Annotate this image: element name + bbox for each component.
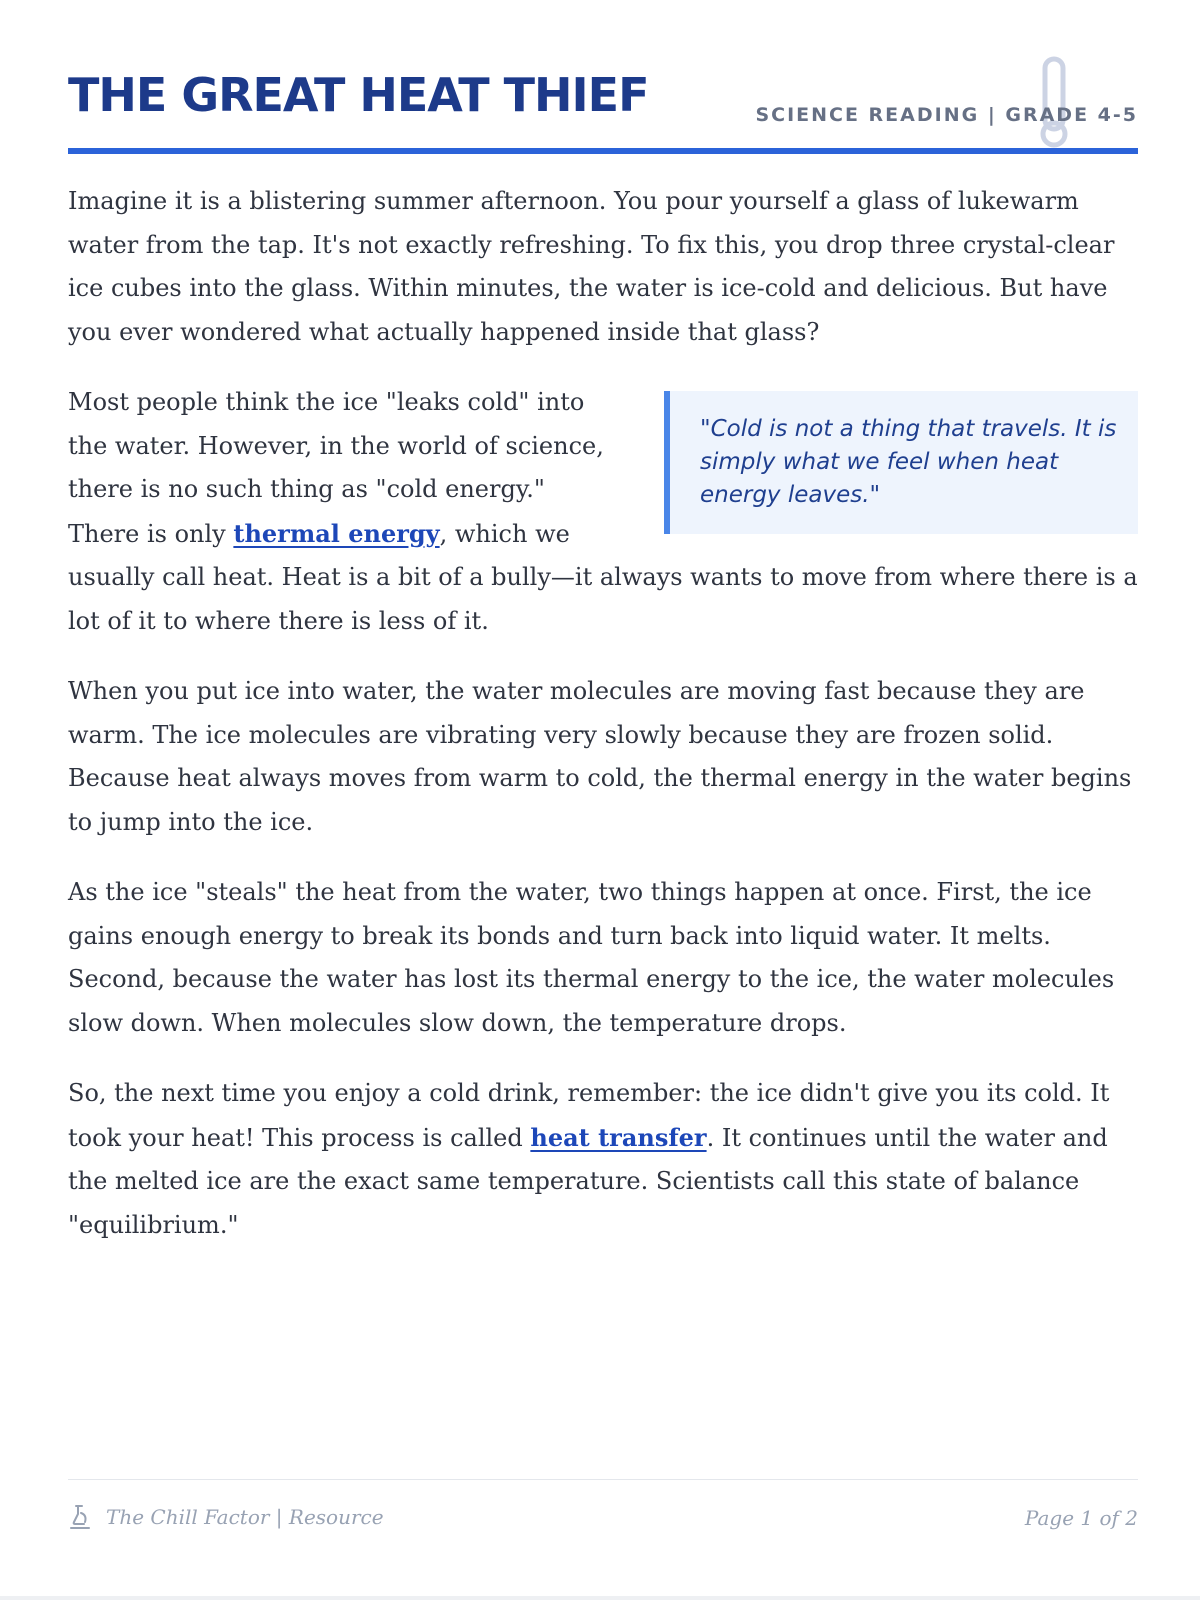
- thermometer-icon: [1036, 56, 1072, 148]
- pull-quote: "Cold is not a thing that travels. It is simply what we feel when heat energy leaves.": [664, 391, 1138, 534]
- footer-divider: [68, 1479, 1138, 1480]
- microscope-icon: [68, 1504, 92, 1530]
- page-header: [68, 66, 1138, 156]
- paragraph-2-text-b: , which we usually call heat. Heat is a bit of a bully—it always wants to move from where there is a lot of it to where there is less of it.: [68, 519, 1138, 635]
- header-divider: [68, 148, 1138, 154]
- paragraph-2-text-a: Most people think the ice "leaks cold" into the water. However, in the world of science, there is no such thing as "cold energy." There is only: [68, 388, 604, 548]
- page-bottom-edge: [0, 1596, 1200, 1600]
- page-footer: [68, 1504, 1138, 1536]
- term-heat-transfer[interactable]: heat transfer: [530, 1122, 707, 1152]
- subject-grade-label: SCIENCE READING | GRADE 4-5: [755, 104, 1138, 126]
- paragraph-5-text-a: So, the next time you enjoy a cold drink, remember: the ice didn't give you its cold. It took your heat! This process is called: [68, 1079, 1110, 1152]
- paragraph-5-text-b: . It continues until the water and the melted ice are the exact same temperature. Scientists call this state of balance "equilibrium.": [68, 1123, 1108, 1239]
- paragraph-3: When you put ice into water, the water molecules are moving fast because they are warm. The ice molecules are vibrating very slowly because they are frozen solid. Because heat always moves from warm to cold, the thermal energy in the water begins to jump into the ice.: [68, 677, 1132, 836]
- paragraph-5: [68, 1072, 1138, 1247]
- page-number: Page 1 of 2: [1024, 1506, 1138, 1530]
- worksheet-page: [68, 0, 1138, 1600]
- paragraph-1: Imagine it is a blistering summer afternoon. You pour yourself a glass of lukewarm water from the tap. It's not exactly refreshing. To fix this, you drop three crystal-clear ice cubes into the glass. Within minutes, the water is ice-cold and delicious. But have you ever wondered what actually happened inside that glass?: [68, 187, 1115, 346]
- footer-resource-text: The Chill Factor | Resource: [106, 1505, 384, 1529]
- article-body: [68, 180, 1138, 1274]
- footer-resource: [68, 1504, 384, 1530]
- paragraph-4: As the ice "steals" the heat from the water, two things happen at once. First, the ice gains enough energy to break its bonds and turn back into liquid water. It melts. Second, because the water has lost its thermal energy to the ice, the water molecules slow down. When molecules slow down, the temperature drops.: [68, 878, 1115, 1037]
- term-thermal-energy[interactable]: thermal energy: [233, 518, 440, 548]
- page-title: THE GREAT HEAT THIEF: [68, 68, 649, 122]
